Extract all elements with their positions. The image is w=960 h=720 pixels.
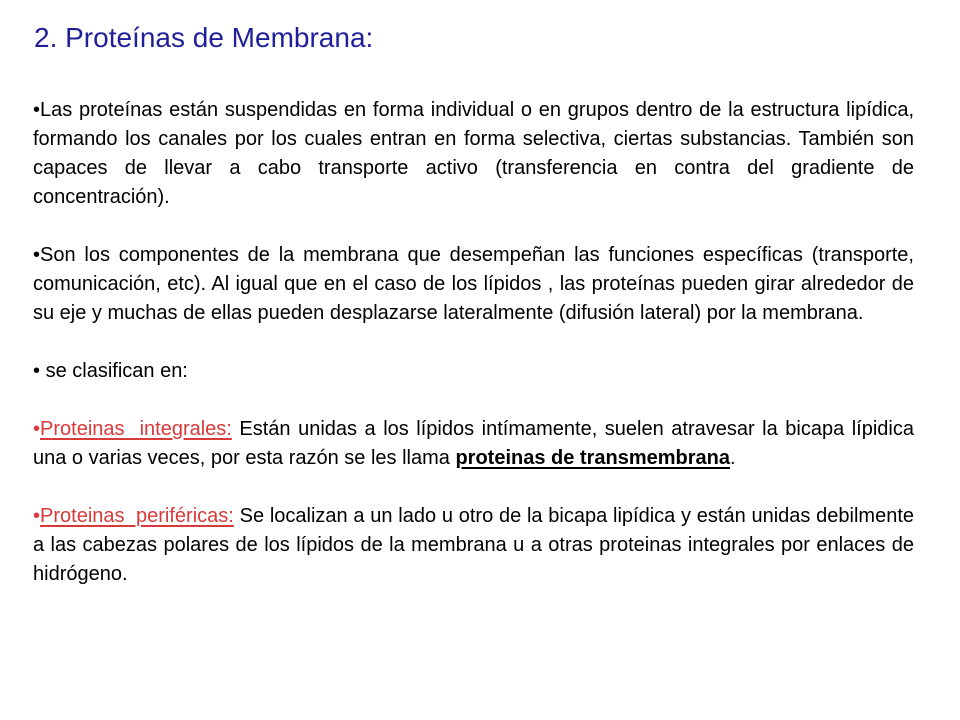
slide-body — [33, 96, 914, 618]
slide-title: 2. Proteínas de Membrana: — [34, 22, 374, 53]
term-transmembrane-proteins: proteinas de transmembrana — [455, 447, 730, 469]
paragraph-membrane-components — [33, 241, 914, 328]
paragraph-text-end: . — [729, 447, 736, 469]
term-integral-proteins: Proteinas integrales: — [40, 418, 232, 440]
paragraph-text: Están unidas a los lípidos intímamente, suelen atravesar la bicapa lípidica una o varias veces, por esta razón se les llama — [33, 418, 914, 469]
paragraph-text: Son los componentes de la membrana que desempeñan las funciones específicas (transporte, comunicación, etc). Al igual que en el caso de los lípidos , las proteínas pueden girar alrededor de su eje y muchas de ellas pueden desplazarse lateralmente (difusión lateral) por la membrana. — [33, 244, 914, 324]
paragraph-text: Las proteínas están suspendidas en forma individual o en grupos dentro de la estructura lipídica, formando los canales por los cuales entran en forma selectiva, ciertas substancias. También son capaces de llevar a cabo transporte activo (transferencia en contra del gradiente de concentración). — [33, 99, 914, 208]
bullet: • — [33, 244, 41, 266]
paragraph-text: se clasifican en: — [40, 360, 188, 382]
bullet: • — [33, 360, 41, 382]
paragraph-classification-intro — [33, 357, 914, 386]
paragraph-proteins-suspended — [33, 96, 914, 212]
paragraph-text: Se localizan a un lado u otro de la bicapa lipídica y están unidas debilmente a las cabezas polares de los lípidos de la membrana u a otras proteinas integrales por enlaces de hidrógeno. — [33, 505, 914, 585]
bullet: • — [33, 418, 41, 440]
bullet: • — [33, 505, 41, 527]
paragraph-peripheral-proteins — [33, 502, 914, 589]
paragraph-integral-proteins — [33, 415, 914, 473]
bullet: • — [33, 99, 41, 121]
term-peripheral-proteins: Proteinas periféricas: — [40, 505, 234, 527]
